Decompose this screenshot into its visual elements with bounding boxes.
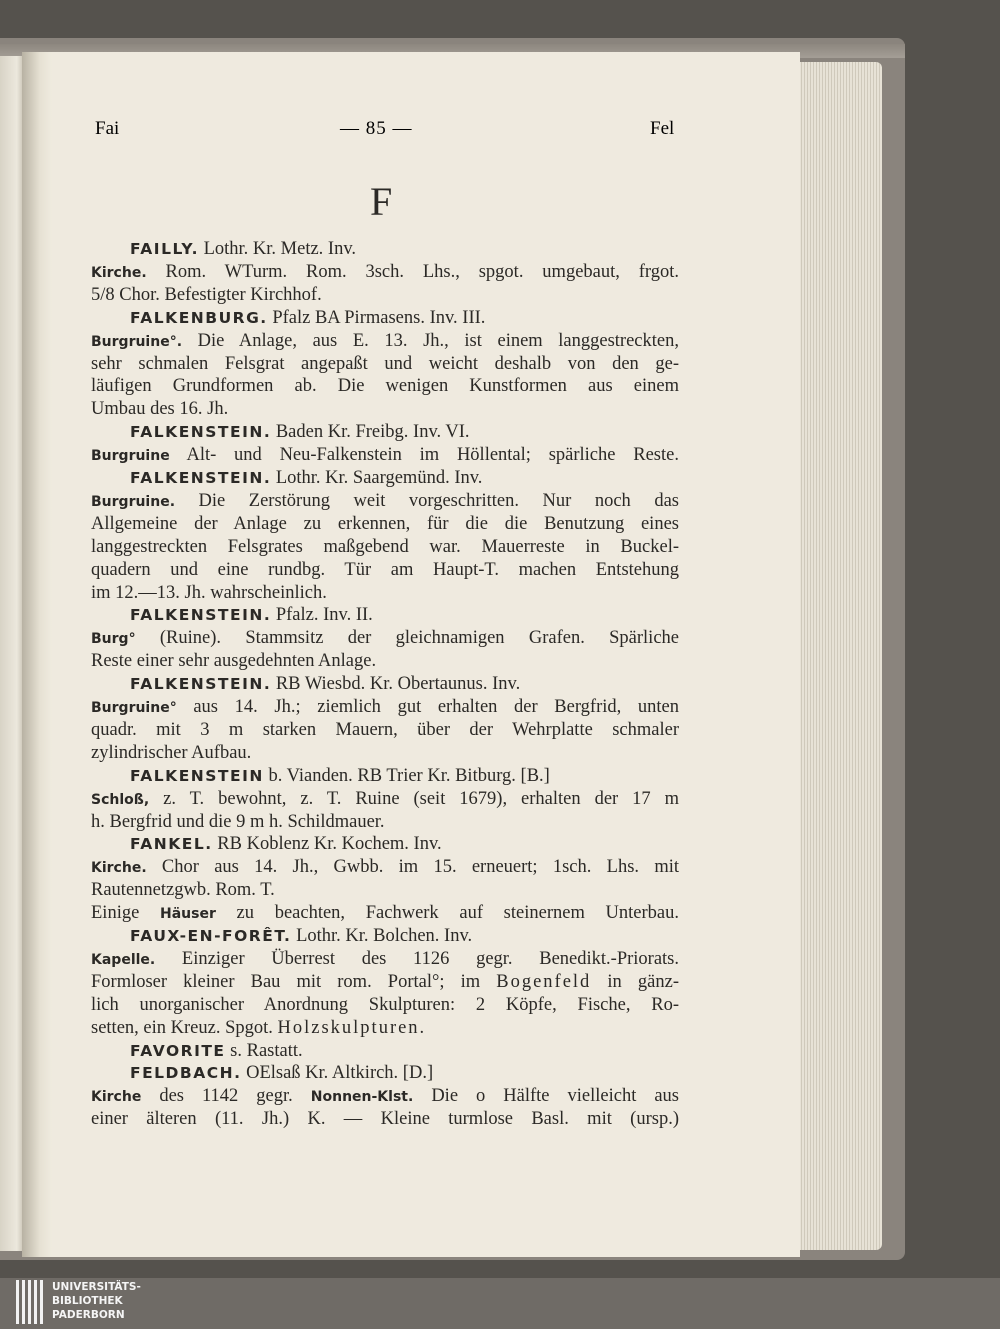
text-run: langgestreckten Felsgrates maßgebend war. Mauerreste in Buckel- [91, 536, 679, 557]
text-line [130, 925, 679, 947]
entry-headword: FAUX-EN-FORÊT. [130, 927, 292, 945]
logo-line-2: BIBLIOTHEK [52, 1295, 123, 1307]
entry-keyword: Kirche [91, 1089, 142, 1106]
text-line [91, 719, 679, 741]
text-line [91, 1108, 679, 1130]
text-run: des 1142 gegr. [141, 1086, 311, 1107]
text-run: Holzskulpturen. [277, 1017, 427, 1038]
text-run: Lothr. Kr. Bolchen. Inv. [291, 926, 473, 946]
entry-headword: FALKENSTEIN. [130, 606, 272, 625]
text-run: Die Zerstörung weit vorgeschritten. Nur noch das [175, 490, 679, 511]
text-run: sehr schmalen Felsgrat angepaßt und weicht deshalb von den ge- [91, 353, 679, 374]
text-line [91, 811, 679, 833]
section-letter: F [370, 179, 393, 224]
library-logo-icon [16, 1280, 46, 1324]
text-line [91, 627, 679, 650]
text-run: Formloser kleiner Bau mit rom. Portal°; im [91, 971, 497, 992]
text-line [130, 604, 679, 626]
entry-headword: FELDBACH. [130, 1064, 242, 1083]
text-line [130, 673, 679, 695]
text-run: z. T. bewohnt, z. T. Ruine (seit 1679), erhalten der 17 m [149, 788, 679, 809]
entry-keyword: Kirche. [91, 264, 147, 281]
text-run: 5/8 Chor. Befestigter Kirchhof. [91, 284, 322, 305]
entry-keyword: Burgruine. [91, 493, 176, 510]
text-line [130, 765, 679, 787]
text-line [91, 330, 679, 353]
text-run: quadr. mit 3 m starken Mauern, über der Wehrplatte schmaler [91, 719, 679, 740]
text-run: quadern und eine rundbg. Tür am Haupt-T. machen Entstehung [91, 559, 679, 580]
text-run: lich unorganischer Anordnung Skulpturen: 2 Köpfe, Fische, Ro- [91, 994, 679, 1015]
text-line [91, 971, 679, 993]
text-line [91, 375, 679, 397]
entry-headword: FALKENSTEIN. [130, 469, 272, 487]
text-line [91, 444, 679, 467]
page-number: — 85 — [340, 118, 413, 139]
running-header-right: Fel [650, 118, 675, 139]
left-page-edge [0, 56, 24, 1251]
text-line [91, 582, 679, 604]
entry-keyword: Kirche. [91, 860, 147, 877]
page-edges [790, 62, 882, 1250]
text-run: Pfalz. Inv. II. [271, 605, 373, 626]
text-run: Die Anlage, aus E. 13. Jh., ist einem langgestreckten, [182, 330, 679, 351]
entry-keyword: Häuser [159, 906, 216, 923]
text-line [91, 398, 679, 420]
entry-headword: FAVORITE [130, 1041, 226, 1060]
text-line [91, 879, 679, 901]
text-run: Chor aus 14. Jh., Gwbb. im 15. erneuert; 1sch. Lhs. mit [146, 857, 679, 878]
text-run: Alt- und Neu-Falkenstein im Höllental; spärliche Reste. [169, 445, 679, 466]
entry-keyword: Burgruine [91, 448, 170, 465]
text-run: läufigen Grundformen ab. Die wenigen Kunstformen aus einem [91, 376, 679, 397]
text-line [91, 284, 679, 306]
text-run: Rom. WTurm. Rom. 3sch. Lhs., spgot. umgebaut, frgot. [146, 261, 679, 282]
text-run: Pfalz BA Pirmasens. Inv. III. [267, 307, 486, 328]
text-run: OElsaß Kr. Altkirch. [D.] [241, 1063, 434, 1084]
text-run: Rautennetzgwb. Rom. T. [91, 880, 275, 901]
page-gutter [22, 52, 52, 1257]
entry-headword: FAILLY. [130, 240, 199, 258]
entry-headword: FALKENSTEIN [130, 766, 264, 785]
entry-headword: FANKEL. [130, 835, 213, 854]
text-line [91, 353, 679, 375]
entry-keyword: Kapelle. [91, 951, 156, 968]
text-line [91, 856, 679, 879]
text-run: Bogenfeld [496, 971, 592, 992]
text-line [130, 1062, 679, 1084]
text-line [91, 513, 679, 535]
text-line [91, 696, 679, 719]
text-run: Baden Kr. Freibg. Inv. VI. [271, 422, 470, 443]
text-line [91, 902, 679, 925]
text-run: zu beachten, Fachwerk auf steinernem Unterbau. [215, 903, 679, 924]
text-line [91, 261, 679, 284]
entry-keyword: Burgruine° [91, 700, 177, 716]
running-header-left: Fai [95, 118, 120, 139]
text-run: einer älteren (11. Jh.) K. — Kleine turmlose Basl. mit (ursp.) [91, 1109, 679, 1130]
logo-line-3: PADERBORN [52, 1309, 125, 1321]
text-run: setten, ein Kreuz. Spgot. [91, 1017, 278, 1038]
text-line [91, 994, 679, 1016]
text-line [91, 1085, 679, 1108]
text-line [91, 788, 679, 811]
text-run: zylindrischer Aufbau. [91, 742, 252, 763]
text-line [91, 490, 679, 513]
text-run: (Ruine). Stammsitz der gleichnamigen Grafen. Spärliche [135, 628, 679, 649]
text-run: Einziger Überrest des 1126 gegr. Benedikt.-Priorats. [155, 948, 679, 969]
text-line [130, 238, 679, 260]
text-line [91, 650, 679, 672]
text-line [130, 467, 679, 489]
text-run: RB Wiesbd. Kr. Obertaunus. Inv. [271, 674, 521, 695]
text-run: Einige [91, 903, 160, 924]
text-line [130, 421, 679, 443]
text-line [91, 742, 679, 764]
entry-keyword: Nonnen-Klst. [310, 1089, 414, 1106]
text-run: Die o Hälfte vielleicht aus [413, 1086, 679, 1107]
text-run: Lothr. Kr. Saargemünd. Inv. [271, 468, 483, 488]
text-line [91, 948, 679, 971]
text-line [91, 1017, 679, 1039]
footer-bar [0, 1278, 1000, 1329]
text-line [91, 536, 679, 558]
text-run: aus 14. Jh.; ziemlich gut erhalten der Bergfrid, unten [176, 697, 679, 717]
text-run: im 12.—13. Jh. wahrscheinlich. [91, 582, 327, 603]
text-run: b. Vianden. RB Trier Kr. Bitburg. [B.] [263, 765, 550, 786]
text-run: Reste einer sehr ausgedehnten Anlage. [91, 651, 377, 672]
text-run: RB Koblenz Kr. Kochem. Inv. [212, 834, 442, 855]
entry-headword: FALKENSTEIN. [130, 675, 272, 694]
text-line [130, 1040, 679, 1062]
logo-line-1: UNIVERSITÄTS- [52, 1281, 141, 1293]
entry-keyword: Burg° [91, 631, 136, 648]
text-run: in gänz- [591, 971, 679, 992]
text-line [91, 559, 679, 581]
text-run: Umbau des 16. Jh. [91, 399, 229, 420]
entry-headword: FALKENSTEIN. [130, 423, 272, 442]
entry-keyword: Schloß, [91, 791, 150, 808]
text-run: h. Bergfrid und die 9 m h. Schildmauer. [91, 811, 385, 832]
entry-headword: FALKENBURG. [130, 308, 268, 327]
text-line [130, 307, 679, 329]
entry-keyword: Burgruine°. [91, 333, 183, 350]
text-run: Allgemeine der Anlage zu erkennen, für die die Benutzung eines [91, 513, 679, 534]
text-run: Lothr. Kr. Metz. Inv. [198, 239, 357, 259]
text-run: s. Rastatt. [225, 1040, 303, 1061]
library-logo-text [52, 1280, 141, 1322]
text-line [130, 833, 679, 855]
